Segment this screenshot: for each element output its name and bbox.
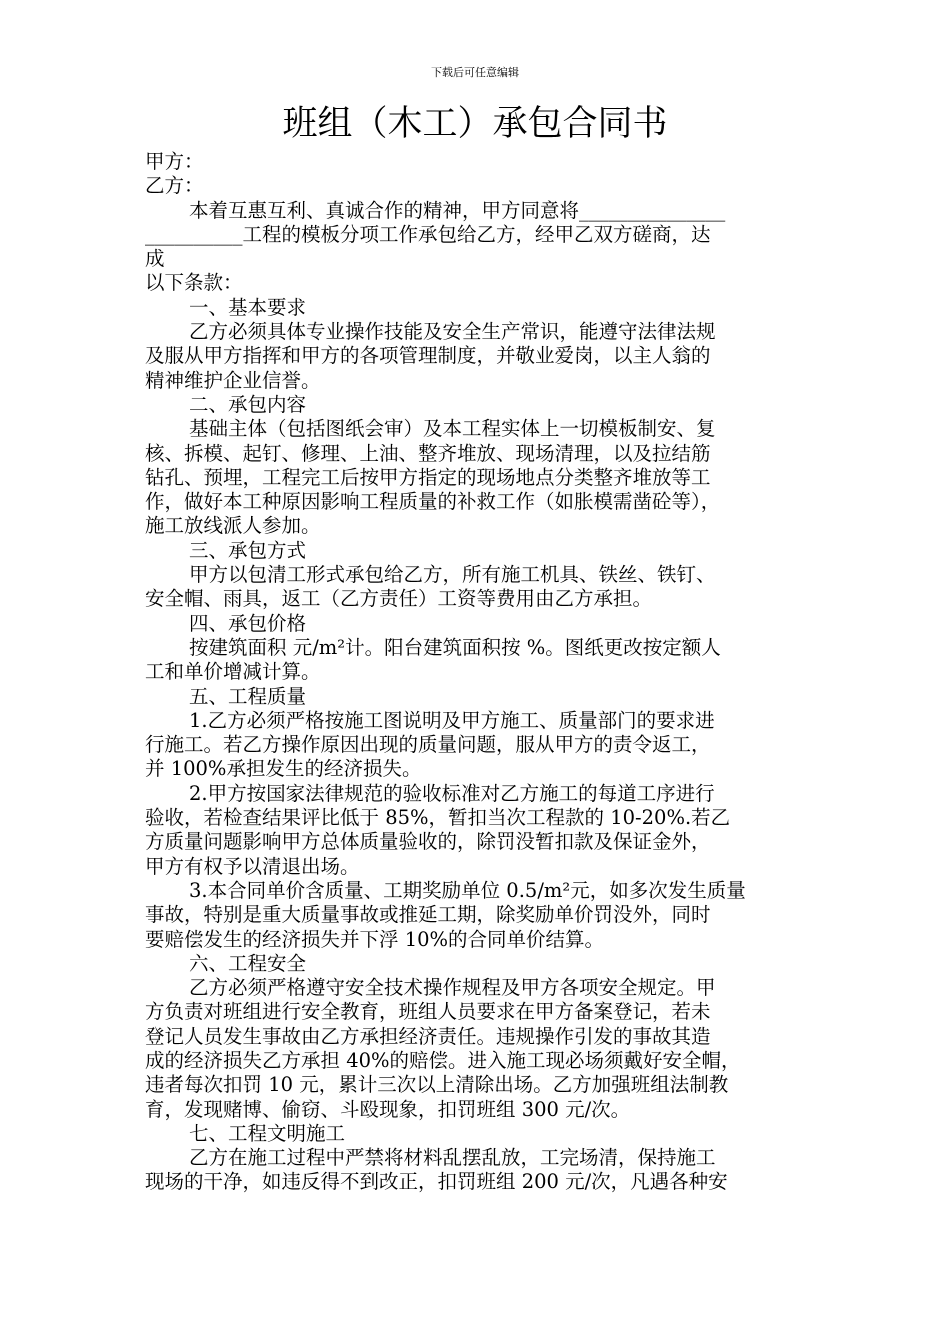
text-line: 违者每次扣罚 10 元，累计三次以上清除出场。乙方加强班组法制教 <box>145 1073 729 1097</box>
text-line: 登记人员发生事故由乙方承担经济责任。违规操作引发的事故其造 <box>145 1024 711 1048</box>
text-line: 要赔偿发生的经济损失并下浮 10%的合同单价结算。 <box>145 927 605 951</box>
text-line: 及服从甲方指挥和甲方的各项管理制度，并敬业爱岗，以主人翁的 <box>145 344 711 368</box>
header-note: 下载后可任意编辑 <box>431 66 519 79</box>
text-line: 行施工。若乙方操作原因出现的质量问题，服从甲方的责令返工， <box>145 733 711 757</box>
text-line: 并 100%承担发生的经济损失。 <box>145 757 422 781</box>
document-title: 班组（木工）承包合同书 <box>282 104 668 144</box>
text-line: 一、基本要求 <box>189 295 307 319</box>
text-line: 四、承包价格 <box>189 611 307 635</box>
text-line: 钻孔、预埋，工程完工后按甲方指定的现场地点分类整齐堆放等工 <box>145 465 711 489</box>
text-line: 成的经济损失乙方承担 40%的赔偿。进入施工现必场须戴好安全帽， <box>145 1048 741 1072</box>
text-line: 以下条款： <box>145 271 243 295</box>
text-line: 2.甲方按国家法律规范的验收标准对乙方施工的每道工序进行 <box>189 781 715 805</box>
text-line: 基础主体（包括图纸会审）及本工程实体上一切模板制安、复 <box>189 417 716 441</box>
text-line: 乙方必须严格遵守安全技术操作规程及甲方各项安全规定。甲 <box>189 976 716 1000</box>
text-line: 按建筑面积 元/m²计。阳台建筑面积按 %。图纸更改按定额人 <box>189 635 721 659</box>
text-line: 育，发现赌博、偷窃、斗殴现象，扣罚班组 300 元/次。 <box>145 1097 631 1121</box>
text-line: 乙方必须具体专业操作技能及安全生产常识，能遵守法律法规 <box>189 320 716 344</box>
text-line: 乙方： <box>145 174 204 198</box>
text-line: 五、工程质量 <box>189 684 307 708</box>
text-line: 甲方以包清工形式承包给乙方，所有施工机具、铁丝、铁钉、 <box>189 563 716 587</box>
text-line: 本着互惠互利、真诚合作的精神，甲方同意将_______________ <box>189 198 726 222</box>
text-line: 三、承包方式 <box>189 538 307 562</box>
text-line: 核、拆模、起钉、修理、上油、整齐堆放、现场清理，以及拉结筋 <box>145 441 711 465</box>
text-line: __________工程的模板分项工作承包给乙方，经甲乙双方磋商，达 <box>145 222 711 246</box>
text-line: 甲方有权予以清退出场。 <box>145 854 360 878</box>
text-line: 精神维护企业信誉。 <box>145 368 321 392</box>
text-line: 事故，特别是重大质量事故或推延工期，除奖励单价罚没外，同时 <box>145 903 711 927</box>
text-line: 1.乙方必须严格按施工图说明及甲方施工、质量部门的要求进 <box>189 708 715 732</box>
text-line: 现场的干净，如违反得不到改正，扣罚班组 200 元/次，凡遇各种安 <box>145 1170 728 1194</box>
text-line: 作，做好本工种原因影响工程质量的补救工作（如胀模需凿砼等）， <box>145 490 721 514</box>
text-line: 方负责对班组进行安全教育，班组人员要求在甲方备案登记，若未 <box>145 1000 711 1024</box>
text-line: 工和单价增减计算。 <box>145 660 321 684</box>
text-line: 施工放线派人参加。 <box>145 514 321 538</box>
text-line: 成 <box>145 247 165 271</box>
text-line: 安全帽、雨具，返工（乙方责任）工资等费用由乙方承担。 <box>145 587 653 611</box>
text-line: 七、工程文明施工 <box>189 1121 346 1145</box>
text-line: 二、承包内容 <box>189 392 307 416</box>
text-line: 方质量问题影响甲方总体质量验收的，除罚没暂扣款及保证金外， <box>145 830 711 854</box>
contract-body <box>145 150 810 1195</box>
text-line: 六、工程安全 <box>189 951 307 975</box>
text-line: 乙方在施工过程中严禁将材料乱摆乱放，工完场清，保持施工 <box>189 1146 716 1170</box>
text-line: 甲方： <box>145 150 204 173</box>
text-line: 3.本合同单价含质量、工期奖励单位 0.5/m²元，如多次发生质量 <box>189 878 746 902</box>
text-line: 验收，若检查结果评比低于 85%，暂扣当次工程款的 10-20%.若乙 <box>145 806 731 830</box>
